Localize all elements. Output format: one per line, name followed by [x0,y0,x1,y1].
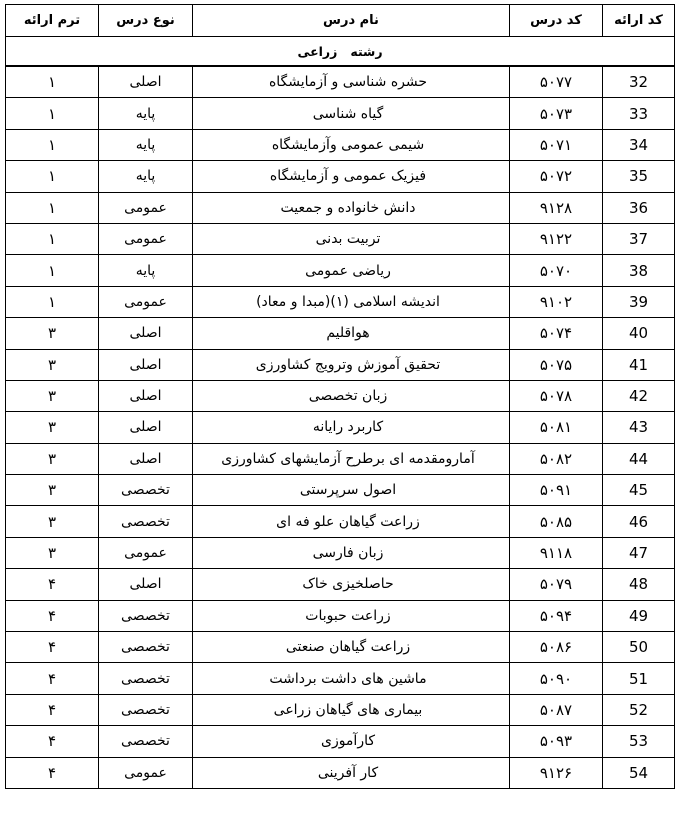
cell-code: ۵۰۸۲ [510,443,603,474]
cell-name: زبان تخصصی [193,380,510,411]
cell-name: گیاه شناسی [193,98,510,129]
table-row [6,66,675,98]
cell-type: تخصصی [99,726,193,757]
table-row [6,569,675,600]
cell-code: ۵۰۹۱ [510,475,603,506]
cell-name: آمارومقدمه ای برطرح آزمایشهای کشاورزی [193,443,510,474]
cell-name: کارآموزی [193,726,510,757]
cell-offer: 42 [603,380,675,411]
table-row [6,286,675,317]
cell-type: پایه [99,255,193,286]
cell-type: اصلی [99,318,193,349]
cell-type: عمومی [99,286,193,317]
cell-code: ۵۰۹۴ [510,600,603,631]
cell-name: کار آفرینی [193,757,510,788]
cell-term: ۳ [6,318,99,349]
cell-term: ۴ [6,757,99,788]
cell-term: ۱ [6,255,99,286]
cell-name: ریاضی عمومی [193,255,510,286]
cell-type: تخصصی [99,600,193,631]
header-name: نام درس [193,5,510,37]
table-row [6,537,675,568]
cell-name: تحقیق آموزش وترویج کشاورزی [193,349,510,380]
cell-offer: 40 [603,318,675,349]
cell-code: ۵۰۸۱ [510,412,603,443]
header-term: ترم ارائه [6,5,99,37]
table-row [6,506,675,537]
cell-offer: 52 [603,694,675,725]
course-table [5,4,675,789]
cell-offer: 51 [603,663,675,694]
cell-name: فیزیک عمومی و آزمایشگاه [193,161,510,192]
table-row [6,600,675,631]
cell-type: اصلی [99,66,193,98]
table-row [6,349,675,380]
table-row [6,161,675,192]
cell-code: ۵۰۷۰ [510,255,603,286]
cell-type: اصلی [99,349,193,380]
cell-offer: 48 [603,569,675,600]
cell-offer: 43 [603,412,675,443]
cell-type: پایه [99,129,193,160]
cell-code: ۵۰۸۶ [510,632,603,663]
table-row [6,475,675,506]
cell-offer: 37 [603,223,675,254]
cell-offer: 49 [603,600,675,631]
cell-name: زراعت گیاهان علو فه ای [193,506,510,537]
cell-offer: 36 [603,192,675,223]
cell-term: ۴ [6,694,99,725]
cell-term: ۳ [6,349,99,380]
cell-offer: 54 [603,757,675,788]
cell-code: ۹۱۲۸ [510,192,603,223]
table-row [6,318,675,349]
cell-term: ۳ [6,443,99,474]
table-row [6,694,675,725]
cell-offer: 35 [603,161,675,192]
cell-name: تربیت بدنی [193,223,510,254]
cell-offer: 32 [603,66,675,98]
section-row [6,37,675,67]
cell-term: ۱ [6,286,99,317]
table-row [6,726,675,757]
cell-offer: 38 [603,255,675,286]
cell-type: تخصصی [99,475,193,506]
cell-term: ۴ [6,726,99,757]
cell-offer: 41 [603,349,675,380]
cell-type: پایه [99,98,193,129]
cell-term: ۱ [6,192,99,223]
header-type: نوع درس [99,5,193,37]
cell-name: هواقلیم [193,318,510,349]
cell-term: ۴ [6,600,99,631]
cell-type: اصلی [99,569,193,600]
cell-code: ۵۰۷۴ [510,318,603,349]
table-row [6,632,675,663]
cell-type: تخصصی [99,663,193,694]
cell-offer: 44 [603,443,675,474]
table-row [6,757,675,788]
cell-type: اصلی [99,380,193,411]
cell-offer: 50 [603,632,675,663]
cell-type: اصلی [99,443,193,474]
cell-term: ۱ [6,98,99,129]
cell-offer: 46 [603,506,675,537]
cell-term: ۱ [6,161,99,192]
cell-code: ۵۰۷۱ [510,129,603,160]
cell-code: ۵۰۹۳ [510,726,603,757]
cell-type: پایه [99,161,193,192]
cell-term: ۱ [6,129,99,160]
cell-term: ۱ [6,223,99,254]
cell-term: ۳ [6,475,99,506]
cell-code: ۵۰۷۹ [510,569,603,600]
cell-term: ۳ [6,506,99,537]
cell-code: ۵۰۷۳ [510,98,603,129]
table-row [6,443,675,474]
cell-code: ۵۰۸۵ [510,506,603,537]
header-row [6,5,675,37]
cell-offer: 33 [603,98,675,129]
cell-code: ۹۱۲۲ [510,223,603,254]
cell-code: ۹۱۰۲ [510,286,603,317]
cell-code: ۵۰۷۸ [510,380,603,411]
section-title: رشته زراعی [6,37,675,67]
cell-type: تخصصی [99,632,193,663]
cell-term: ۳ [6,380,99,411]
cell-name: شیمی عمومی وآزمایشگاه [193,129,510,160]
cell-type: عمومی [99,757,193,788]
cell-name: ماشین های داشت برداشت [193,663,510,694]
cell-type: عمومی [99,537,193,568]
header-offer: کد ارائه [603,5,675,37]
header-code: کد درس [510,5,603,37]
table-row [6,380,675,411]
cell-code: ۹۱۱۸ [510,537,603,568]
cell-term: ۳ [6,537,99,568]
cell-term: ۱ [6,66,99,98]
table-row [6,255,675,286]
cell-type: اصلی [99,412,193,443]
table-row [6,223,675,254]
cell-name: اصول سرپرستی [193,475,510,506]
cell-term: ۴ [6,663,99,694]
cell-code: ۵۰۷۵ [510,349,603,380]
cell-type: تخصصی [99,506,193,537]
cell-name: زراعت حبوبات [193,600,510,631]
table-row [6,663,675,694]
cell-type: عمومی [99,223,193,254]
cell-offer: 47 [603,537,675,568]
cell-name: حاصلخیزی خاک [193,569,510,600]
cell-code: ۵۰۷۲ [510,161,603,192]
cell-offer: 34 [603,129,675,160]
cell-offer: 53 [603,726,675,757]
table-row [6,98,675,129]
cell-term: ۴ [6,569,99,600]
table-row [6,129,675,160]
cell-name: دانش خانواده و جمعیت [193,192,510,223]
cell-name: زبان فارسی [193,537,510,568]
cell-name: کاربرد رایانه [193,412,510,443]
cell-type: تخصصی [99,694,193,725]
table-row [6,412,675,443]
cell-name: بیماری های گیاهان زراعی [193,694,510,725]
cell-name: اندیشه اسلامی (۱)(مبدا و معاد) [193,286,510,317]
cell-code: ۵۰۸۷ [510,694,603,725]
cell-term: ۴ [6,632,99,663]
cell-name: زراعت گیاهان صنعتی [193,632,510,663]
cell-code: ۵۰۹۰ [510,663,603,694]
cell-term: ۳ [6,412,99,443]
cell-offer: 45 [603,475,675,506]
cell-name: حشره شناسی و آزمایشگاه [193,66,510,98]
cell-code: ۹۱۲۶ [510,757,603,788]
cell-code: ۵۰۷۷ [510,66,603,98]
table-row [6,192,675,223]
cell-offer: 39 [603,286,675,317]
cell-type: عمومی [99,192,193,223]
